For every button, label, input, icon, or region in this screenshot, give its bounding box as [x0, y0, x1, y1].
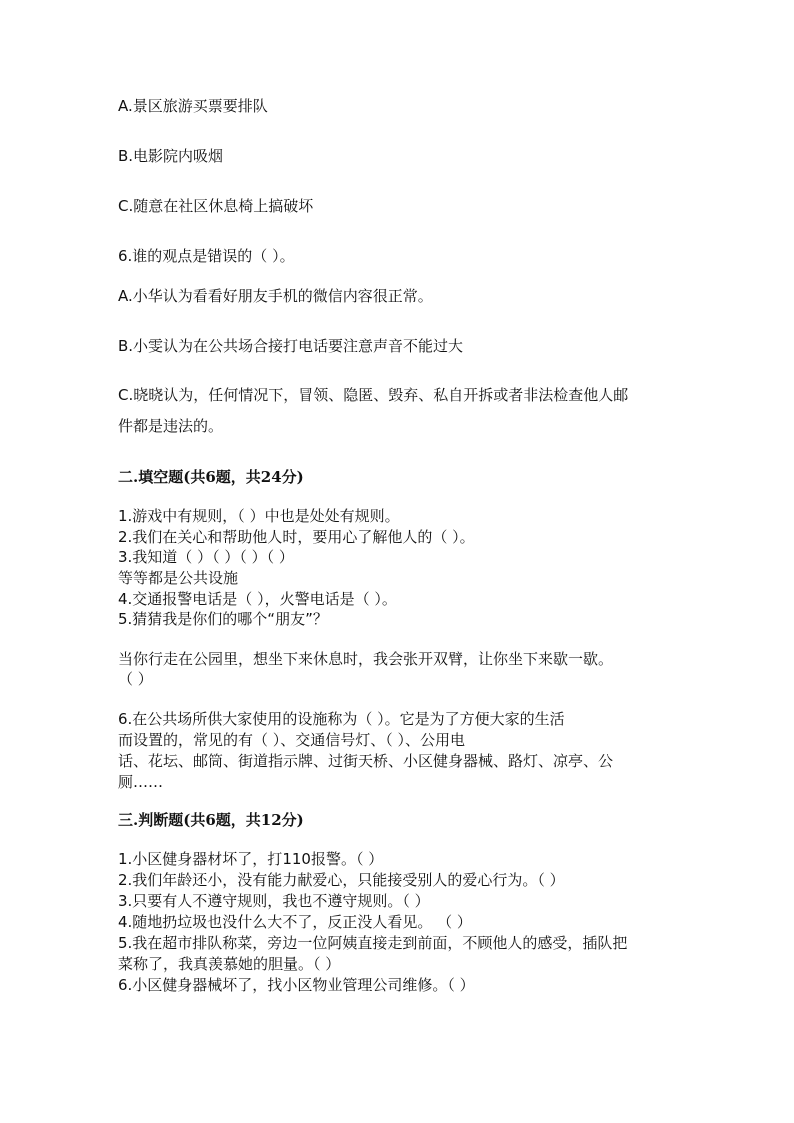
- section2-heading: 二.填空题(共6题，共24分): [118, 468, 304, 486]
- fill-q6-cont2: 话、花坛、邮筒、街道指示牌、过街天桥、小区健身器械、路灯、凉亭、公: [118, 752, 614, 770]
- judge-q5: 5.我在超市排队称菜，旁边一位阿姨直接走到前面，不顾他人的感受，插队把: [118, 934, 628, 952]
- q6-option-a: A.小华认为看看好朋友手机的微信内容很正常。: [118, 287, 433, 305]
- fill-q3-cont: 等等都是公共设施: [118, 569, 239, 587]
- fill-q3: 3.我知道（ ）（ ）（ ）（ ）: [118, 548, 294, 566]
- judge-q6: 6.小区健身器械坏了，找小区物业管理公司维修。（ ）: [118, 976, 475, 994]
- q6-option-b: B.小雯认为在公共场合接打电话要注意声音不能过大: [118, 337, 464, 355]
- fill-q1: 1.游戏中有规则，（ ）中也是处处有规则。: [118, 507, 400, 525]
- judge-q2: 2.我们年龄还小，没有能力献爱心，只能接受别人的爱心行为。（ ）: [118, 871, 565, 889]
- q6-stem: 6.谁的观点是错误的（ ）。: [118, 247, 295, 265]
- fill-q6-cont1: 而设置的，常见的有（ ）、交通信号灯、（ ）、公用电: [118, 731, 466, 749]
- judge-q5-cont: 菜称了，我真羡慕她的胆量。（ ）: [118, 955, 341, 973]
- q6-option-c: C.晓晓认为，任何情况下，冒领、隐匿、毁弃、私自开拆或者非法检查他人邮: [118, 386, 629, 404]
- judge-q1: 1.小区健身器材坏了，打110报警。（ ）: [118, 850, 384, 868]
- q6-option-c-cont: 件都是违法的。: [118, 417, 224, 435]
- judge-q4: 4.随地扔垃圾也没什么大不了，反正没人看见。 （ ）: [118, 913, 472, 931]
- fill-q5: 5.猜猜我是你们的哪个“朋友”？: [118, 610, 328, 628]
- fill-q2: 2.我们在关心和帮助他人时，要用心了解他人的（ ）。: [118, 528, 475, 546]
- fill-q5-blank: （ ）: [118, 670, 153, 688]
- fill-q6-cont3: 厕……: [118, 773, 164, 791]
- q5-option-c: C.随意在社区休息椅上搞破坏: [118, 197, 314, 215]
- section3-heading: 三.判断题(共6题，共12分): [118, 811, 304, 829]
- q5-option-a: A.景区旅游买票要排队: [118, 97, 268, 115]
- q5-option-b: B.电影院内吸烟: [118, 147, 224, 165]
- fill-q5-text: 当你行走在公园里，想坐下来休息时，我会张开双臂，让你坐下来歇一歇。: [118, 650, 614, 668]
- fill-q4: 4.交通报警电话是（ ），火警电话是（ ）。: [118, 590, 397, 608]
- judge-q3: 3.只要有人不遵守规则，我也不遵守规则。（ ）: [118, 892, 430, 910]
- fill-q6: 6.在公共场所供大家使用的设施称为（ ）。它是为了方便大家的生活: [118, 710, 565, 728]
